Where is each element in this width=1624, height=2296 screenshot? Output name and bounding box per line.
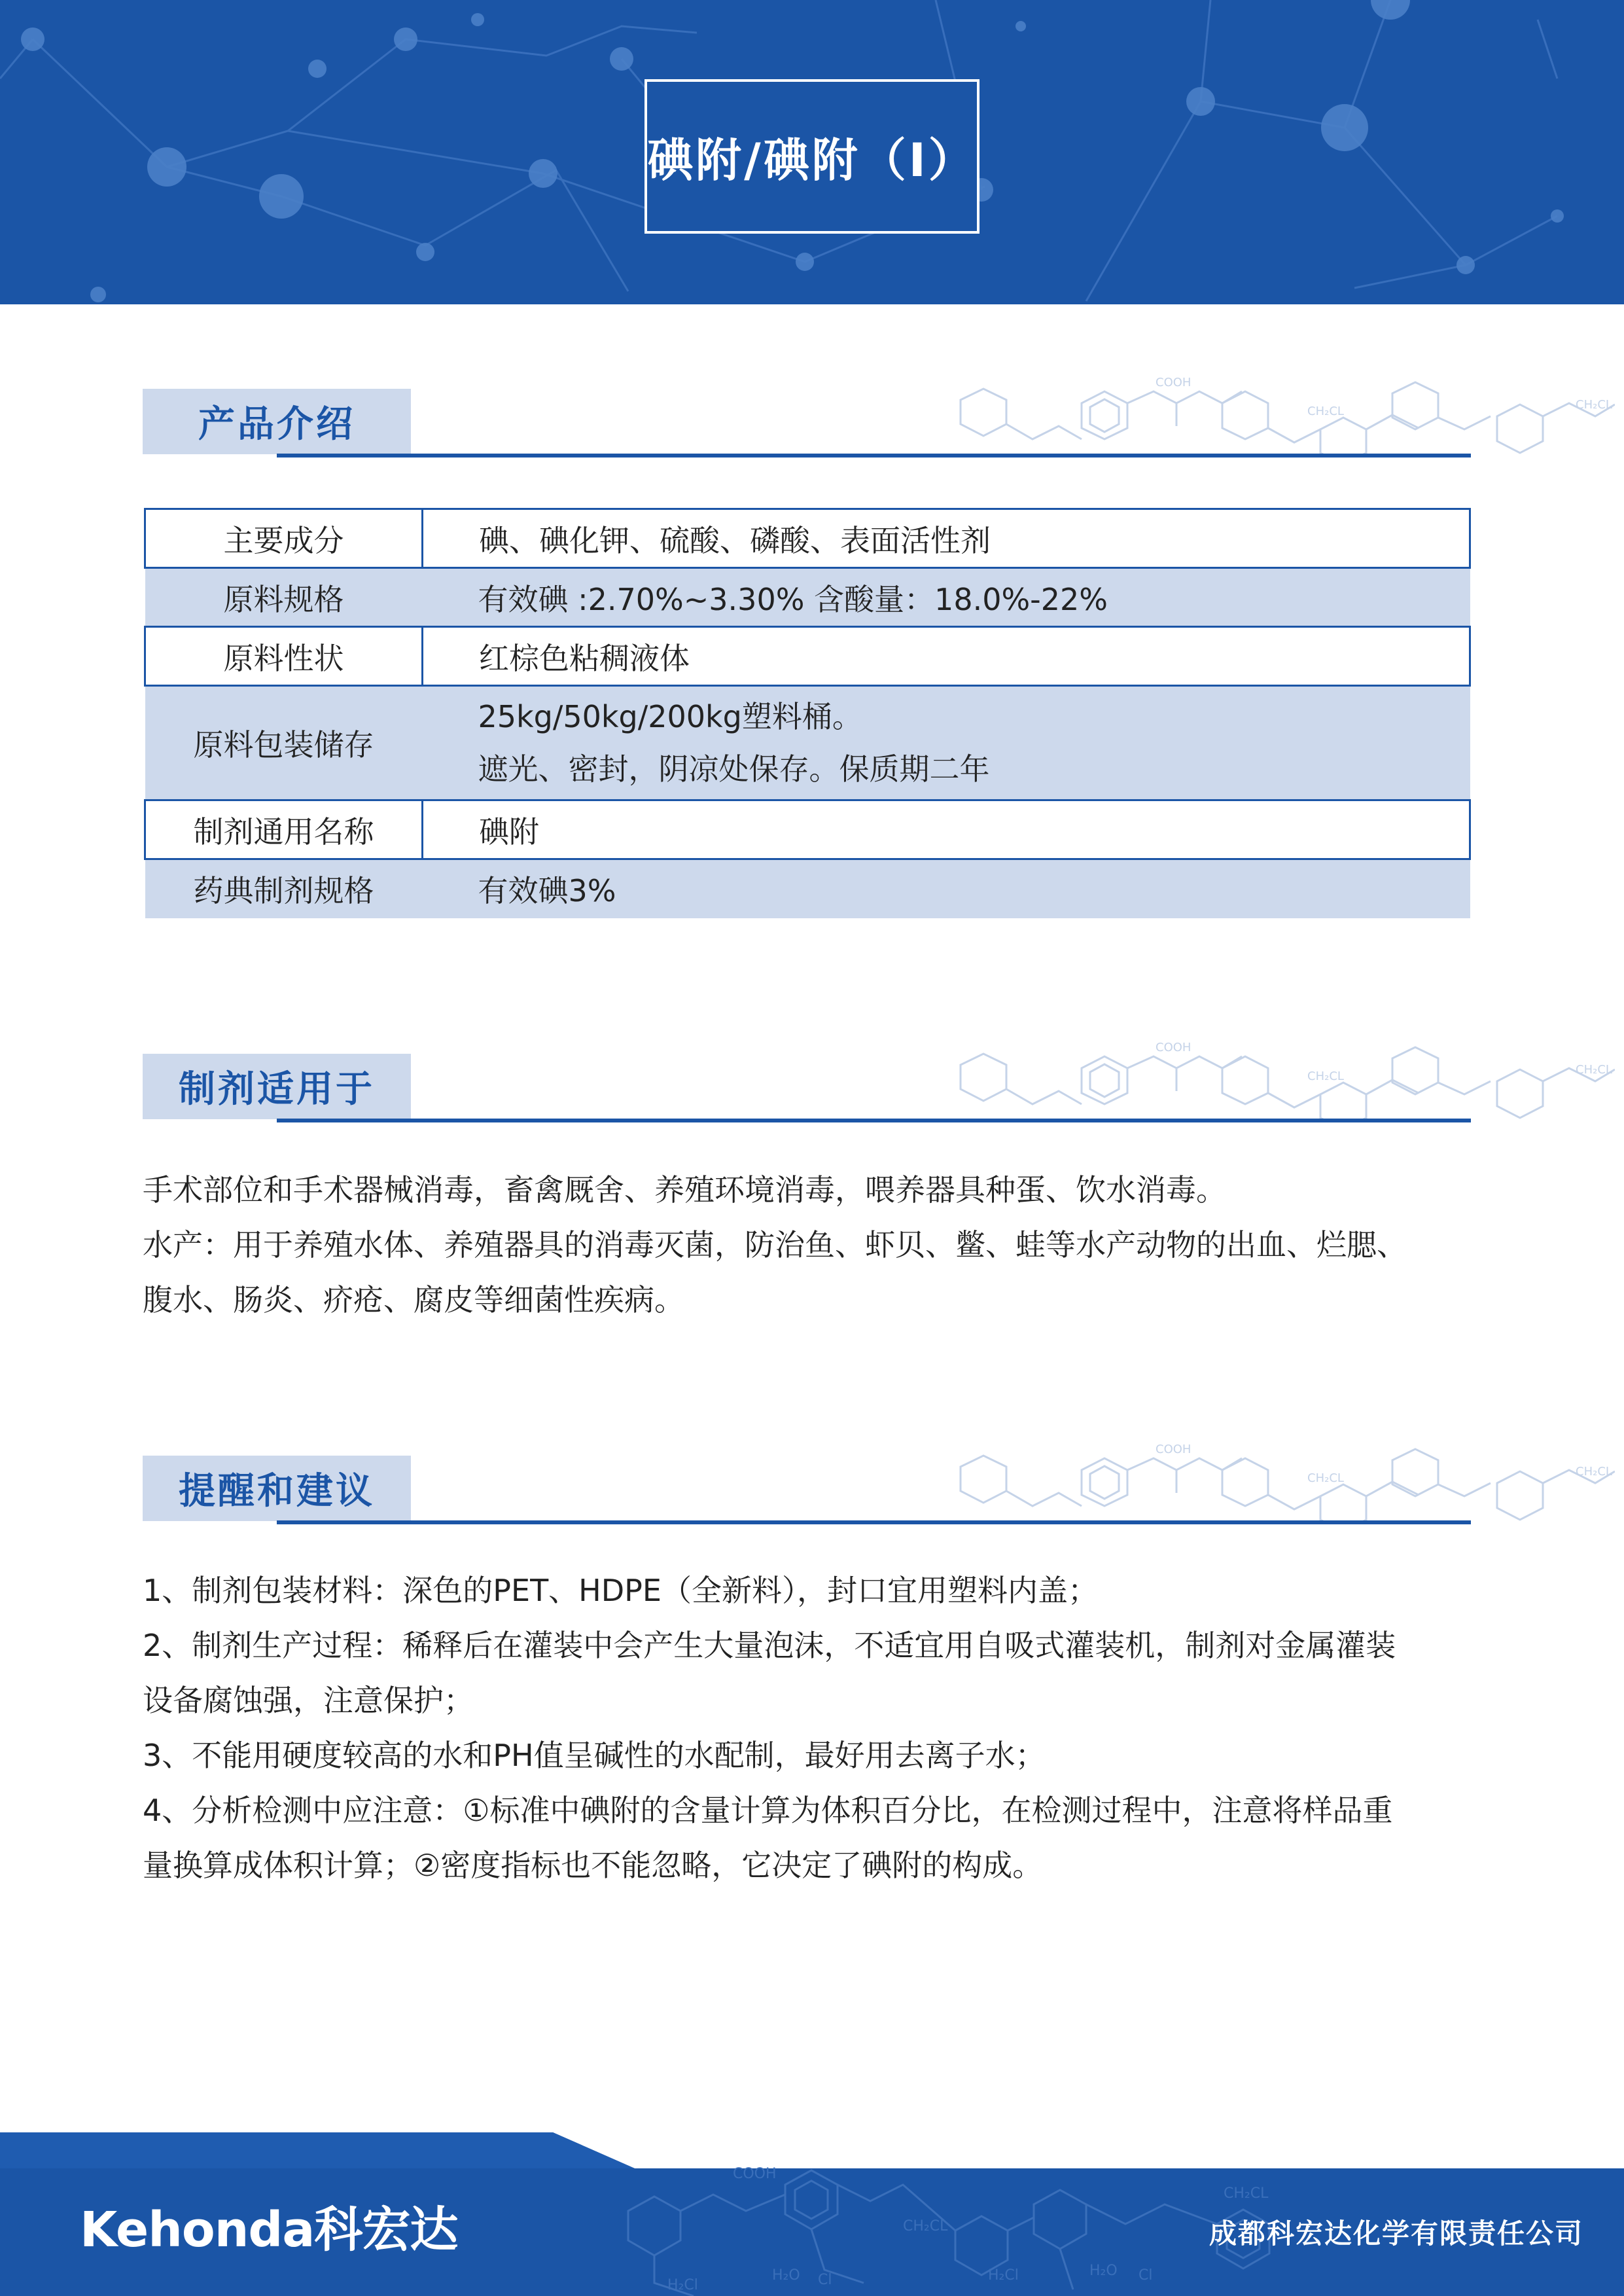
table-row — [145, 568, 1470, 627]
section-label: 制剂适用于 — [179, 1068, 375, 1111]
table-value — [423, 686, 1470, 800]
table-key: 主要成分 — [145, 509, 423, 568]
company-name: 成都科宏达化学有限责任公司 — [1209, 2217, 1583, 2250]
table-value-line: 25kg/50kg/200kg塑料桶。 — [478, 699, 862, 734]
header-banner — [0, 0, 1624, 304]
chem-label: COOH — [1156, 1042, 1192, 1054]
chem-label: Cl — [1139, 2267, 1153, 2284]
section-label: 提醒和建议 — [179, 1470, 375, 1513]
table-value: 有效碘3% — [423, 859, 1470, 918]
molecule-decoration-icon — [934, 377, 1615, 454]
table-value: 红棕色粘稠液体 — [423, 627, 1470, 686]
table-row — [145, 859, 1470, 918]
section-rule — [277, 1520, 1471, 1524]
table-key: 药典制剂规格 — [145, 859, 423, 918]
chem-label: H₂O — [1089, 2263, 1118, 2279]
chem-label: COOH — [1156, 377, 1192, 389]
chem-label: CH₂CL — [1576, 1063, 1612, 1077]
table-value: 碘、碘化钾、硫酸、磷酸、表面活性剂 — [423, 509, 1470, 568]
section-rule — [277, 1119, 1471, 1122]
usage-paragraph — [143, 1162, 1477, 1327]
spec-table — [144, 508, 1471, 918]
table-key: 原料性状 — [145, 627, 423, 686]
table-row — [145, 686, 1470, 800]
table-value: 有效碘 :2.70%~3.30% 含酸量：18.0%-22% — [423, 568, 1470, 627]
text-line: 水产：用于养殖水体、养殖器具的消毒灭菌，防治鱼、虾贝、鳖、蛙等水产动物的出血、烂腮、 — [143, 1227, 1407, 1263]
text-line: 2、制剂生产过程：稀释后在灌装中会产生大量泡沫，不适宜用自吸式灌装机，制剂对金属灌装 — [143, 1628, 1396, 1663]
chem-label: CH₂CL — [1307, 1069, 1344, 1083]
table-key: 制剂通用名称 — [145, 800, 423, 859]
text-line: 设备腐蚀强，注意保护； — [143, 1683, 474, 1718]
chem-label: H₂Cl — [667, 2277, 698, 2293]
text-line: 3、不能用硬度较高的水和PH值呈碱性的水配制，最好用去离子水； — [143, 1738, 1046, 1773]
chem-label: CH₂CL — [1307, 1471, 1344, 1485]
section-label: 产品介绍 — [198, 403, 355, 446]
chem-label: CH₂CL — [1576, 1465, 1612, 1479]
table-value-line: 遮光、密封，阴凉处保存。保质期二年 — [478, 751, 990, 787]
text-line: 1、制剂包装材料：深色的PET、HDPE（全新料），封口宜用塑料内盖； — [143, 1573, 1098, 1608]
molecule-decoration-icon — [934, 1444, 1615, 1521]
table-value: 碘附 — [423, 800, 1470, 859]
chem-label: CH₂CL — [1307, 404, 1344, 418]
table-key: 原料规格 — [145, 568, 423, 627]
table-row — [145, 627, 1470, 686]
text-line: 手术部位和手术器械消毒，畜禽厩舍、养殖环境消毒，喂养器具种蛋、饮水消毒。 — [143, 1172, 1226, 1208]
table-row — [145, 509, 1470, 568]
section-heading-intro — [143, 377, 1612, 459]
molecule-decoration-icon — [934, 1042, 1615, 1119]
page-title: 碘附/碘附（I） — [644, 79, 980, 234]
text-line: 4、分析检测中应注意：①标准中碘附的含量计算为体积百分比，在检测过程中，注意将样品重 — [143, 1793, 1393, 1828]
chem-label: Cl — [818, 2272, 832, 2288]
chem-label: CH₂CL — [1576, 398, 1612, 412]
chem-label: COOH — [1156, 1444, 1192, 1456]
chem-label: H₂O — [772, 2267, 800, 2284]
text-line: 量换算成体积计算；②密度指标也不能忽略，它决定了碘附的构成。 — [143, 1848, 1043, 1883]
table-key: 原料包装储存 — [145, 686, 423, 800]
chem-label: H₂Cl — [988, 2267, 1019, 2284]
section-heading-advice — [143, 1444, 1612, 1526]
company-logo: Kehonda科宏达 — [80, 2202, 458, 2258]
text-line: 腹水、肠炎、疥疮、腐皮等细菌性疾病。 — [143, 1282, 684, 1318]
chem-label: COOH — [733, 2166, 777, 2182]
table-row — [145, 800, 1470, 859]
chem-label: CH₂CL — [1224, 2185, 1269, 2202]
chem-label: CH₂CL — [903, 2218, 948, 2234]
section-rule — [277, 454, 1471, 457]
advice-paragraph — [143, 1563, 1477, 1893]
section-heading-usage — [143, 1042, 1612, 1124]
